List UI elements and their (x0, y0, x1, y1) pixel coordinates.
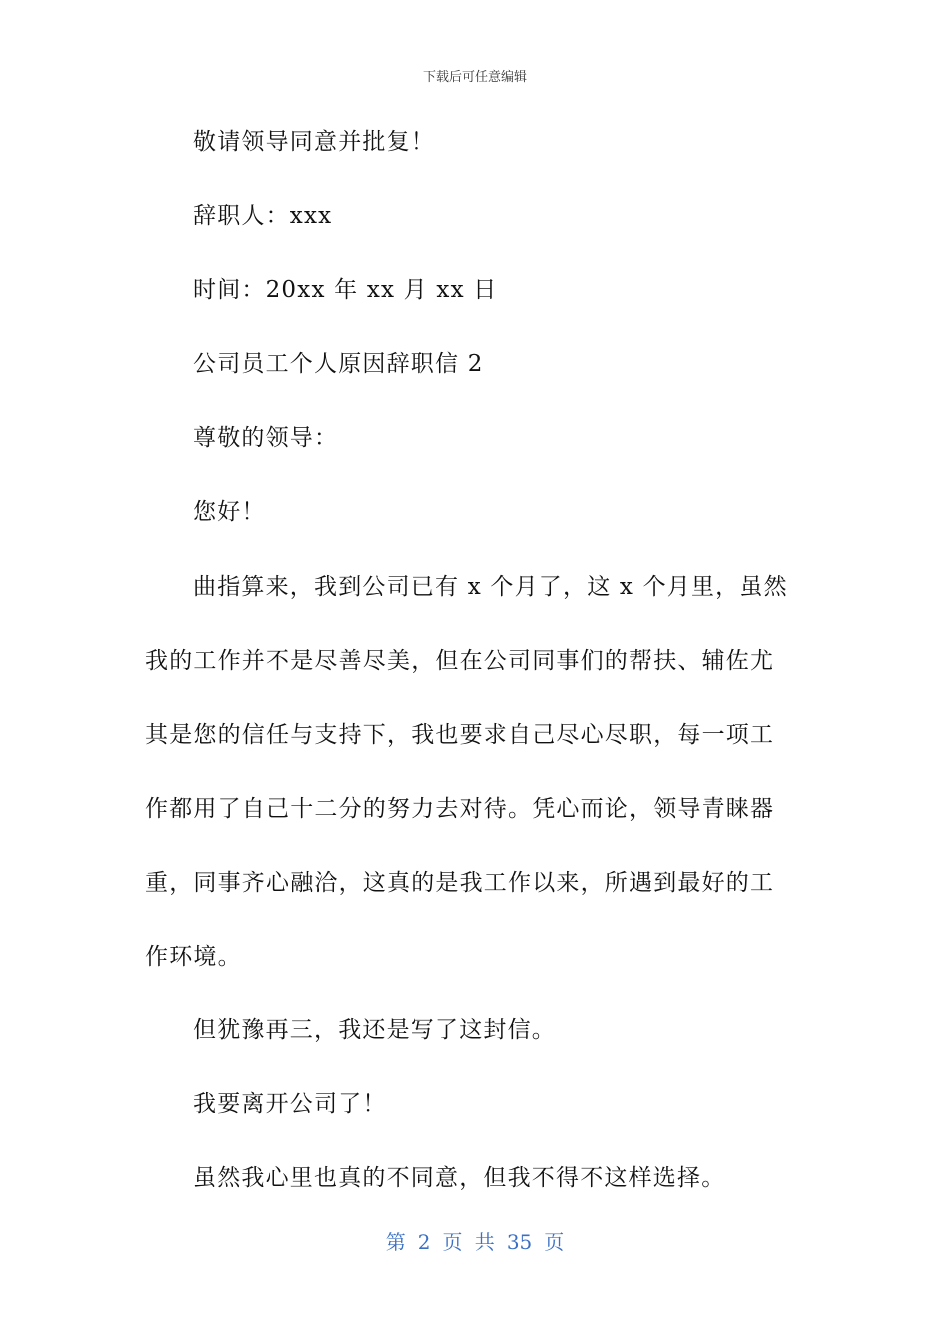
footer-total-pages: 35 (506, 1230, 533, 1254)
footer-page-number: 2 (417, 1230, 431, 1254)
paragraph-leaving: 我要离开公司了！ (193, 1091, 387, 1117)
paragraph-date: 时间：20xx 年 xx 月 xx 日 (193, 277, 498, 303)
footer-prefix: 第 (385, 1230, 406, 1254)
footer-suffix: 页 (544, 1230, 565, 1254)
paragraph-title: 公司员工个人原因辞职信 2 (193, 351, 484, 377)
paragraph-hesitation: 但犹豫再三，我还是写了这封信。 (193, 1017, 556, 1043)
header-note: 下载后可任意编辑 (422, 70, 527, 85)
paragraph-choice: 虽然我心里也真的不同意，但我不得不这样选择。 (193, 1165, 726, 1191)
paragraph-resigner: 辞职人：xxx (193, 203, 333, 229)
paragraph-greeting: 您好！ (193, 499, 266, 525)
paragraph-salutation: 尊敬的领导： (193, 425, 339, 451)
page-footer (0, 1226, 950, 1255)
footer-mid: 页 共 (442, 1230, 495, 1254)
document-body (145, 124, 795, 1234)
paragraph-main-body: 曲指算来，我到公司已有 x 个月了，这 x 个月里，虽然我的工作并不是尽善尽美，但在公司同事们的帮扶、辅佐尤其是您的信任与支持下，我也要求自己尽心尽职，每一项工作都用了自己十二分的努力去对待。凭心而论，领导青睐器重，同事齐心融洽，这真的是我工作以来，所遇到最好的工作环境。 (145, 574, 788, 970)
paragraph-approval-request: 敬请领导同意并批复！ (193, 129, 435, 155)
